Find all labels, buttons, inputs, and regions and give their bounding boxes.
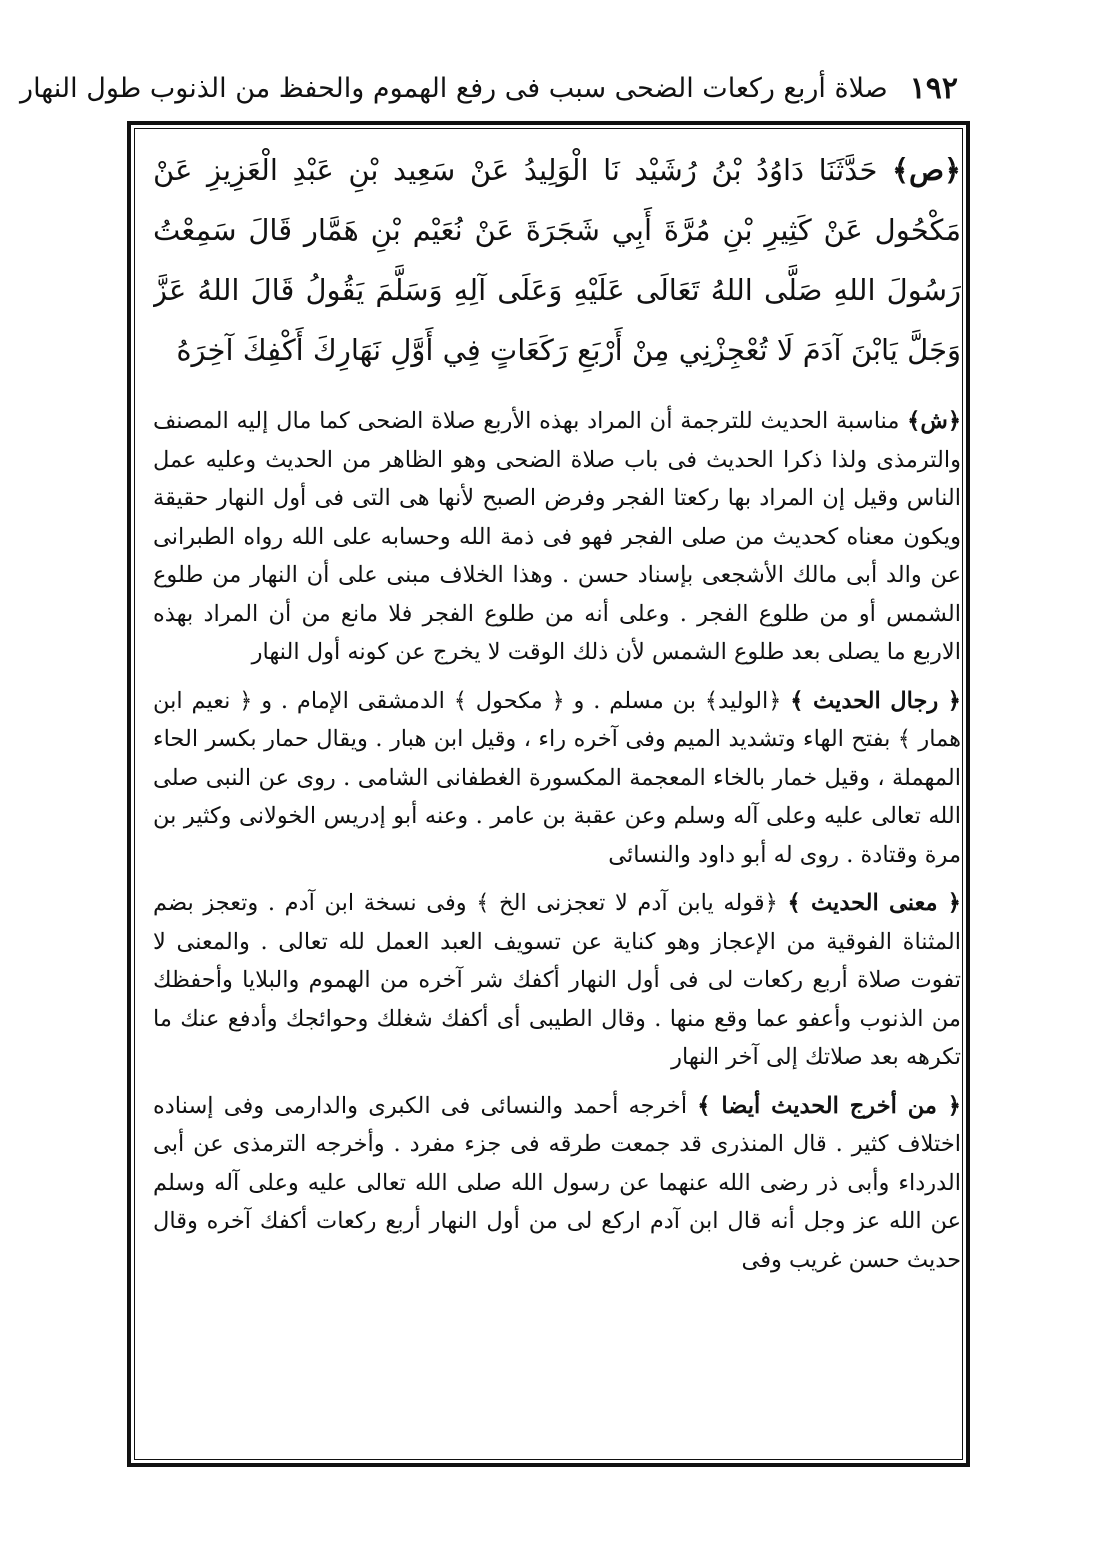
rijal-label: ﴿ رجال الحديث ﴾ [790, 687, 961, 714]
section-separator [153, 672, 961, 682]
hadith-text: حَدَّثَنَا دَاوُدُ بْنُ رُشَيْد نَا الْوَلِيدُ عَنْ سَعِيد بْنِ عَبْدِ الْعَزِيزِ عَنْ مَكْحُول عَنْ كَثِيرِ بْنِ مُرَّةَ أَبِي شَجَرَةَ عَنْ نُعَيْم بْنِ هَمَّار قَالَ سَمِعْتُ رَسُولَ اللهِ صَلَّى اللهُ تَعَالَى عَلَيْهِ وَعَلَى آلِهِ وَسَلَّمَ يَقُولُ قَالَ اللهُ عَزَّ وَجَلَّ يَابْنَ آدَمَ لَا تُعْجِزْنِي مِنْ أَرْبَعِ رَكَعَاتٍ فِي أَوَّلِ نَهَارِكَ أَكْفِكَ آخِرَهُ [153, 153, 961, 367]
hadith-paragraph [153, 140, 961, 380]
rijal-paragraph [153, 682, 961, 875]
page-number: ١٩٢ [909, 70, 958, 106]
section-separator [153, 1077, 961, 1087]
page-header [20, 62, 958, 114]
sharh-paragraph [153, 402, 961, 672]
takhrij-label: ﴿ من أخرج الحديث أيضا ﴾ [697, 1092, 961, 1119]
maani-label: ﴿ معنى الحديث ﴾ [787, 890, 961, 916]
page-title: صلاة أربع ركعات الضحى سبب فى رفع الهموم والحفظ من الذنوب طول النهار [20, 72, 888, 104]
takhrij-text: أخرجه أحمد والنسائى فى الكبرى والدارمى وفى إسناده اختلاف كثير . قال المنذرى قد جمعت طرقه فى جزء مفرد . وأخرجه الترمذى عن أبى الدرداء وأبى ذر رضى الله عنهما عن رسول الله صلى الله تعالى عليه وعلى آله وسلم عن الله عز وجل أنه قال ابن آدم اركع لى من أول النهار أربع ركعات أكفك آخره وقال حديث حسن غريب وفى [153, 1092, 961, 1273]
sharh-text: مناسبة الحديث للترجمة أن المراد بهذه الأربع صلاة الضحى كما مال إليه المصنف والترمذى ولذا ذكرا الحديث فى باب صلاة الضحى وهو الظاهر من الحديث وعليه عمل الناس وقيل إن المراد بها ركعتا الفجر وفرض الصبح لأنها هى التى فى أول النهار حقيقة ويكون معناه كحديث من صلى الفجر فهو فى ذمة الله وحسابه على الله رواه الطبرانى عن والد أبى مالك الأشجعى بإسناد حسن . وهذا الخلاف مبنى على أن النهار من طلوع الشمس أو من طلوع الفجر . وعلى أنه من طلوع الفجر فلا مانع من أن المراد بهذه الاربع ما يصلى بعد طلوع الشمس لأن ذلك الوقت لا يخرج عن كونه أول النهار [153, 408, 961, 665]
maani-paragraph [153, 884, 961, 1077]
section-separator [153, 380, 961, 402]
rijal-text: ﴿الوليد﴾ بن مسلم . و ﴿ مكحول ﴾ الدمشقى الإمام . و ﴿ نعيم ابن همار ﴾ بفتح الهاء وتشديد الميم وفى آخره راء ، وقيل ابن هبار . ويقال حمار بكسر الحاء المهملة ، وقيل خمار بالخاء المعجمة المكسورة الغطفانى الشامى . روى عن النبى صلى الله تعالى عليه وعلى آله وسلم وعن عقبة بن عامر . وعنه أبو إدريس الخولانى وكثير بن مرة وقتادة . روى له أبو داود والنسائى [153, 687, 961, 868]
page-content [153, 140, 961, 1460]
section-separator [153, 874, 961, 884]
hadith-label: ﴿ص﴾ [891, 153, 961, 187]
maani-text: ﴿قوله يابن آدم لا تعجزنى الخ ﴾ وفى نسخة ابن آدم . وتعجز بضم المثناة الفوقية من الإعجاز وهو كناية عن تسويف العبد العمل لله تعالى . والمعنى لا تفوت صلاة أربع ركعات لى فى أول النهار أكفك شر آخره من الهموم والبلايا وأحفظك من الذنوب وأعفو عما وقع منها . وقال الطيبى أى أكفك شغلك وحوائجك وأدفع عنك ما تكرهه بعد صلاتك إلى آخر النهار [153, 890, 961, 1070]
takhrij-paragraph [153, 1087, 961, 1280]
sharh-label: ﴿ش﴾ [907, 408, 961, 434]
